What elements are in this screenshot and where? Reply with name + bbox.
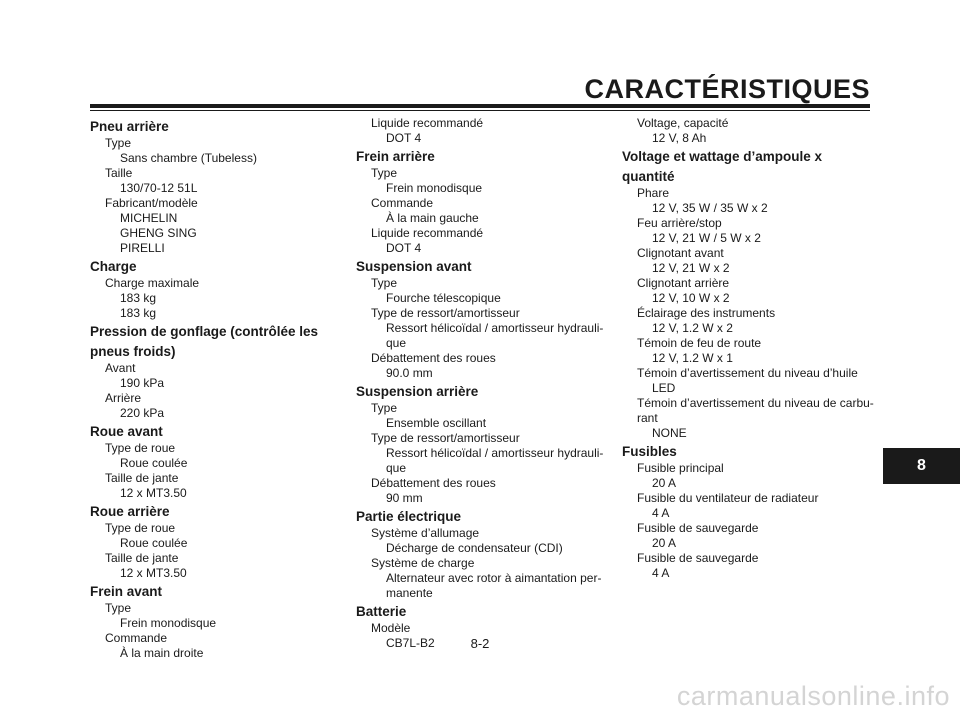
spec-value: 12 V, 8 Ah xyxy=(652,131,707,145)
spec-value: Frein monodisque xyxy=(120,616,217,630)
section-heading: quantité xyxy=(622,169,675,184)
spec-label: Système d’allumage xyxy=(371,526,480,540)
spec-value: 20 A xyxy=(652,476,677,490)
spec-label: Type de ressort/amortisseur xyxy=(371,431,520,445)
section-heading: Fusibles xyxy=(622,444,677,459)
section-heading: Voltage et wattage d’ampoule x xyxy=(622,149,823,164)
chapter-tab[interactable] xyxy=(883,448,960,484)
spec-label: Liquide recommandé xyxy=(371,116,484,130)
spec-value: 130/70-12 51L xyxy=(120,181,198,195)
spec-label: Type de roue xyxy=(105,441,176,455)
section-heading: Batterie xyxy=(356,604,407,619)
spec-label: Fusible de sauvegarde xyxy=(637,521,759,535)
spec-value: 190 kPa xyxy=(120,376,165,390)
spec-value: Fourche télescopique xyxy=(386,291,501,305)
spec-label: Type xyxy=(371,166,398,180)
spec-label: Témoin de feu de route xyxy=(637,336,762,350)
spec-value: 12 V, 35 W / 35 W x 2 xyxy=(652,201,768,215)
spec-label: Témoin d’avertissement du niveau d’huile xyxy=(637,366,858,380)
section-heading: Pression de gonflage (contrôlée les xyxy=(90,324,319,339)
spec-value: NONE xyxy=(652,426,687,440)
spec-value: 4 A xyxy=(652,566,670,580)
section-heading: Suspension avant xyxy=(356,259,472,274)
spec-value: 20 A xyxy=(652,536,677,550)
spec-label: Type xyxy=(371,276,398,290)
spec-label: Clignotant arrière xyxy=(637,276,730,290)
spec-value: 12 x MT3.50 xyxy=(120,566,187,580)
spec-label: Type xyxy=(105,601,132,615)
spec-column-2 xyxy=(356,116,606,651)
watermark: carmanualsonline.info xyxy=(676,681,950,711)
spec-value: Ressort hélicoïdal / amortisseur hydrauli- xyxy=(386,321,604,335)
spec-value: que xyxy=(386,461,407,475)
spec-label: Taille de jante xyxy=(105,471,179,485)
spec-value: 12 V, 1.2 W x 2 xyxy=(652,321,733,335)
spec-value: LED xyxy=(652,381,676,395)
spec-value: Frein monodisque xyxy=(386,181,483,195)
section-heading: Charge xyxy=(90,259,137,274)
page-number: 8-2 xyxy=(470,636,490,651)
spec-label: Fusible principal xyxy=(637,461,724,475)
spec-value: que xyxy=(386,336,407,350)
section-heading: Pneu arrière xyxy=(90,119,169,134)
spec-label: Taille xyxy=(105,166,133,180)
spec-label: Voltage, capacité xyxy=(637,116,729,130)
spec-value: 183 kg xyxy=(120,291,157,305)
spec-value: 12 V, 1.2 W x 1 xyxy=(652,351,733,365)
spec-value: CB7L-B2 xyxy=(386,636,435,650)
spec-label: Avant xyxy=(105,361,136,375)
spec-value: 90.0 mm xyxy=(386,366,433,380)
spec-label: Modèle xyxy=(371,621,411,635)
spec-label: Débattement des roues xyxy=(371,476,496,490)
title-rule xyxy=(90,104,870,108)
spec-label: Type de roue xyxy=(105,521,176,535)
spec-column-3 xyxy=(622,116,872,581)
spec-value: manente xyxy=(386,586,433,600)
spec-label: Type xyxy=(371,401,398,415)
spec-label: Fusible de sauvegarde xyxy=(637,551,759,565)
spec-value: Décharge de condensateur (CDI) xyxy=(386,541,563,555)
spec-value: Sans chambre (Tubeless) xyxy=(120,151,257,165)
spec-value: Roue coulée xyxy=(120,456,188,470)
title-rule-thin xyxy=(90,110,870,111)
spec-label: Débattement des roues xyxy=(371,351,496,365)
section-heading: Roue arrière xyxy=(90,504,170,519)
spec-label: Phare xyxy=(637,186,670,200)
spec-label: Liquide recommandé xyxy=(371,226,484,240)
spec-value: 12 V, 21 W x 2 xyxy=(652,261,730,275)
spec-value: 4 A xyxy=(652,506,670,520)
spec-label: Fabricant/modèle xyxy=(105,196,198,210)
spec-label: Fusible du ventilateur de radiateur xyxy=(637,491,819,505)
spec-value: 90 mm xyxy=(386,491,423,505)
spec-value: 12 V, 21 W / 5 W x 2 xyxy=(652,231,761,245)
spec-label: Type xyxy=(105,136,132,150)
spec-label: Type de ressort/amortisseur xyxy=(371,306,520,320)
spec-value: PIRELLI xyxy=(120,241,165,255)
spec-label: Système de charge xyxy=(371,556,475,570)
section-heading: Partie électrique xyxy=(356,509,462,524)
spec-value: Roue coulée xyxy=(120,536,188,550)
spec-label: Charge maximale xyxy=(105,276,200,290)
spec-value: 220 kPa xyxy=(120,406,165,420)
spec-label: Clignotant avant xyxy=(637,246,724,260)
spec-value: 12 x MT3.50 xyxy=(120,486,187,500)
spec-label: Commande xyxy=(371,196,434,210)
spec-label: Commande xyxy=(105,631,168,645)
spec-column-1 xyxy=(90,116,340,661)
spec-label: rant xyxy=(637,411,658,425)
spec-value: DOT 4 xyxy=(386,131,422,145)
page-title: CARACTÉRISTIQUES xyxy=(584,74,870,104)
spec-label: Témoin d’avertissement du niveau de carbu- xyxy=(637,396,874,410)
chapter-tab-label: 8 xyxy=(917,457,926,474)
spec-value: Ensemble oscillant xyxy=(386,416,487,430)
spec-value: Ressort hélicoïdal / amortisseur hydrauli- xyxy=(386,446,604,460)
section-heading: pneus froids) xyxy=(90,344,176,359)
section-heading: Suspension arrière xyxy=(356,384,479,399)
spec-label: Éclairage des instruments xyxy=(637,306,776,320)
spec-value: Alternateur avec rotor à aimantation per- xyxy=(386,571,602,585)
spec-value: GHENG SING xyxy=(120,226,197,240)
section-heading: Roue avant xyxy=(90,424,163,439)
spec-value: 183 kg xyxy=(120,306,157,320)
spec-value: MICHELIN xyxy=(120,211,178,225)
spec-value: À la main droite xyxy=(120,646,204,660)
spec-value: 12 V, 10 W x 2 xyxy=(652,291,730,305)
spec-value: DOT 4 xyxy=(386,241,422,255)
section-heading: Frein avant xyxy=(90,584,163,599)
section-heading: Frein arrière xyxy=(356,149,435,164)
spec-label: Feu arrière/stop xyxy=(637,216,722,230)
spec-value: À la main gauche xyxy=(386,211,479,225)
spec-label: Taille de jante xyxy=(105,551,179,565)
spec-label: Arrière xyxy=(105,391,142,405)
